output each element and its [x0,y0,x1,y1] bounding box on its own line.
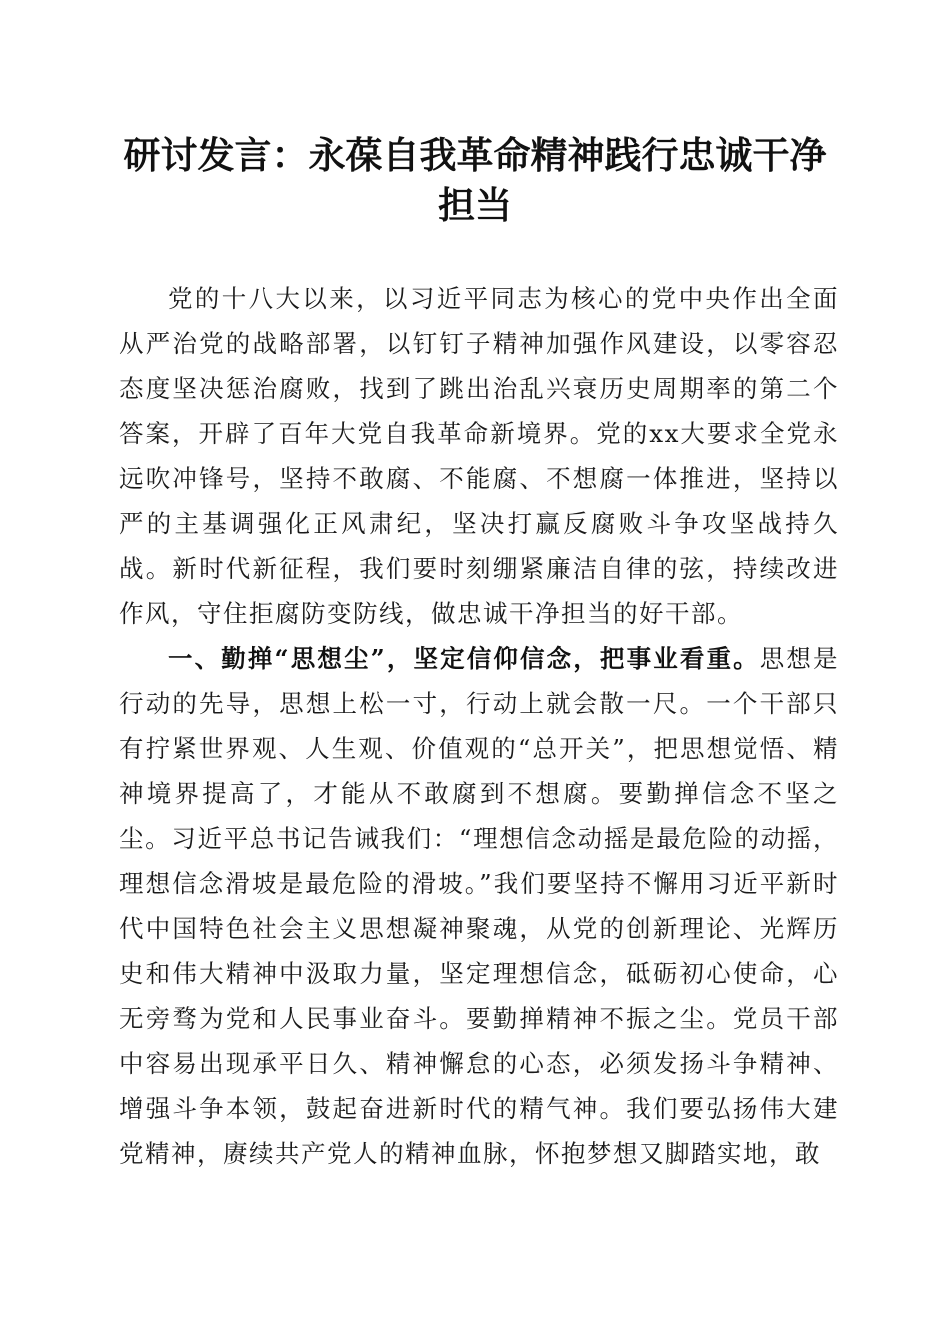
section-one-heading: 一、勤掸“思想尘”，坚定信仰信念，把事业看重。 [168,644,760,673]
paragraph-intro [119,276,839,636]
paragraph-section-one [119,636,839,1176]
paragraph-intro-text: 党的十八大以来，以习近平同志为核心的党中央作出全面从严治党的战略部署，以钉钉子精神加强作风建设，以零容忍态度坚决惩治腐败，找到了跳出治乱兴衰历史周期率的第二个答案，开辟了百年大党自我革命新境界。党的xx大要求全党永远吹冲锋号，坚持不敢腐、不能腐、不想腐一体推进，坚持以严的主基调强化正风肃纪，坚决打赢反腐败斗争攻坚战持久战。新时代新征程，我们要时刻绷紧廉洁自律的弦，持续改进作风，守住拒腐防变防线，做忠诚干净担当的好干部。 [119,284,839,628]
document-body [119,276,839,1176]
section-one-text: 思想是行动的先导，思想上松一寸，行动上就会散一尺。一个干部只有拧紧世界观、人生观、价值观的“总开关”，把思想觉悟、精神境界提高了，才能从不敢腐到不想腐。要勤掸信念不坚之尘。习近平总书记告诫我们：“理想信念动摇是最危险的动摇，理想信念滑坡是最危险的滑坡。”我们要坚持不懈用习近平新时代中国特色社会主义思想凝神聚魂，从党的创新理论、光辉历史和伟大精神中汲取力量，坚定理想信念，砥砺初心使命，心无旁骛为党和人民事业奋斗。要勤掸精神不振之尘。党员干部中容易出现承平日久、精神懈怠的心态，必须发扬斗争精神、增强斗争本领，鼓起奋进新时代的精气神。我们要弘扬伟大建党精神，赓续共产党人的精神血脉，怀抱梦想又脚踏实地，敢 [119,644,839,1168]
document-title: 研讨发言：永葆自我革命精神践行忠诚干净担当 [123,133,827,227]
